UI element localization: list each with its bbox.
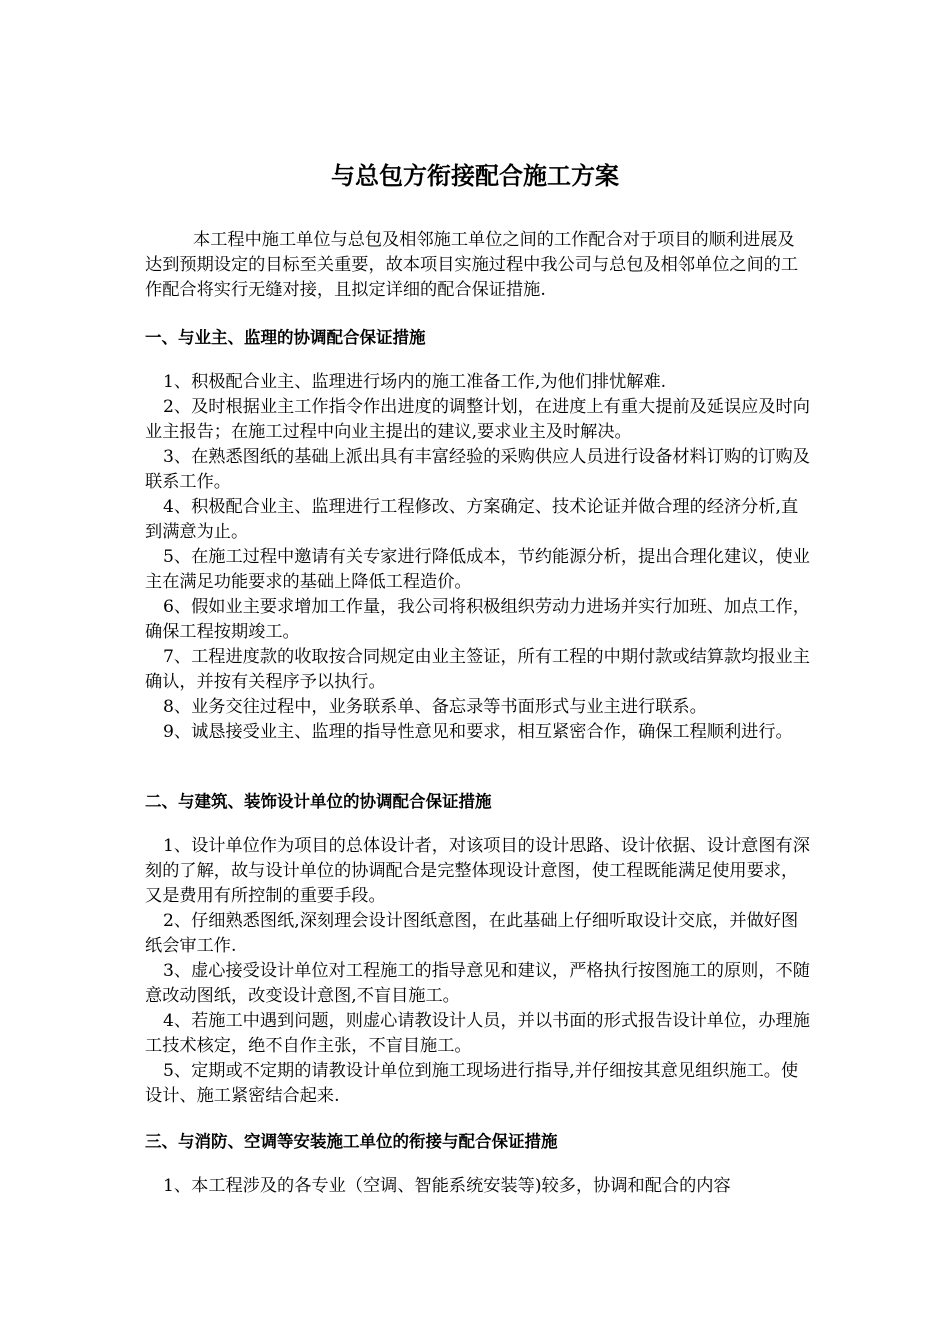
list-item: 2、及时根据业主工作指令作出进度的调整计划，在进度上有重大提前及延误应及时向业主报告；在施工过程中向业主提出的建议,要求业主及时解决。 (145, 397, 810, 442)
list-item: 7、工程进度款的收取按合同规定由业主签证，所有工程的中期付款或结算款均报业主确认，并按有关程序予以执行。 (145, 647, 810, 692)
list-item: 3、虚心接受设计单位对工程施工的指导意见和建议，严格执行按图施工的原则，不随意改动图纸，改变设计意图,不盲目施工。 (145, 961, 810, 1006)
list-item: 4、积极配合业主、监理进行工程修改、方案确定、技术论证并做合理的经济分析,直到满意为止。 (145, 497, 799, 542)
list-item: 1、本工程涉及的各专业（空调、智能系统安装等)较多，协调和配合的内容 (163, 1176, 731, 1196)
section-list-installation-units (145, 1174, 810, 1199)
list-item: 5、在施工过程中邀请有关专家进行降低成本，节约能源分析，提出合理化建议，使业主在满足功能要求的基础上降低工程造价。 (145, 547, 810, 592)
intro-paragraph: 本工程中施工单位与总包及相邻施工单位之间的工作配合对于项目的顺利进展及达到预期设定的目标至关重要，故本项目实施过程中我公司与总包及相邻单位之间的工作配合将实行无缝对接，且拟定详细的配合保证措施. (145, 230, 799, 300)
section-heading-design-units: 二、与建筑、装饰设计单位的协调配合保证措施 (145, 792, 492, 811)
list-item: 6、假如业主要求增加工作量，我公司将积极组织劳动力进场并实行加班、加点工作，确保工程按期竣工。 (145, 597, 810, 642)
list-item: 1、积极配合业主、监理进行场内的施工准备工作,为他们排忧解难. (163, 372, 667, 392)
list-item: 4、若施工中遇到问题，则虚心请教设计人员，并以书面的形式报告设计单位，办理施工技术核定，绝不自作主张，不盲目施工。 (145, 1011, 810, 1056)
list-item: 3、在熟悉图纸的基础上派出具有丰富经验的采购供应人员进行设备材料订购的订购及联系工作。 (145, 447, 810, 492)
section-list-design-units (145, 834, 810, 1109)
list-item: 9、诚恳接受业主、监理的指导性意见和要求，相互紧密合作，确保工程顺利进行。 (163, 722, 793, 742)
document-title: 与总包方衔接配合施工方案 (331, 162, 619, 190)
list-item: 5、定期或不定期的请教设计单位到施工现场进行指导,并仔细按其意见组织施工。使设计、施工紧密结合起来. (145, 1061, 799, 1106)
list-item: 2、仔细熟悉图纸,深刻理会设计图纸意图，在此基础上仔细听取设计交底，并做好图纸会审工作. (145, 911, 799, 956)
section-heading-installation-units: 三、与消防、空调等安装施工单位的衔接与配合保证措施 (145, 1132, 558, 1151)
list-item: 8、业务交往过程中，业务联系单、备忘录等书面形式与业主进行联系。 (163, 697, 707, 717)
section-heading-owner-supervisor: 一、与业主、监理的协调配合保证措施 (145, 328, 426, 347)
list-item: 1、设计单位作为项目的总体设计者，对该项目的设计思路、设计依据、设计意图有深刻的了解，故与设计单位的协调配合是完整体现设计意图，使工程既能满足使用要求，又是费用有所控制的重要手段。 (145, 836, 810, 906)
section-list-owner-supervisor (145, 370, 810, 745)
